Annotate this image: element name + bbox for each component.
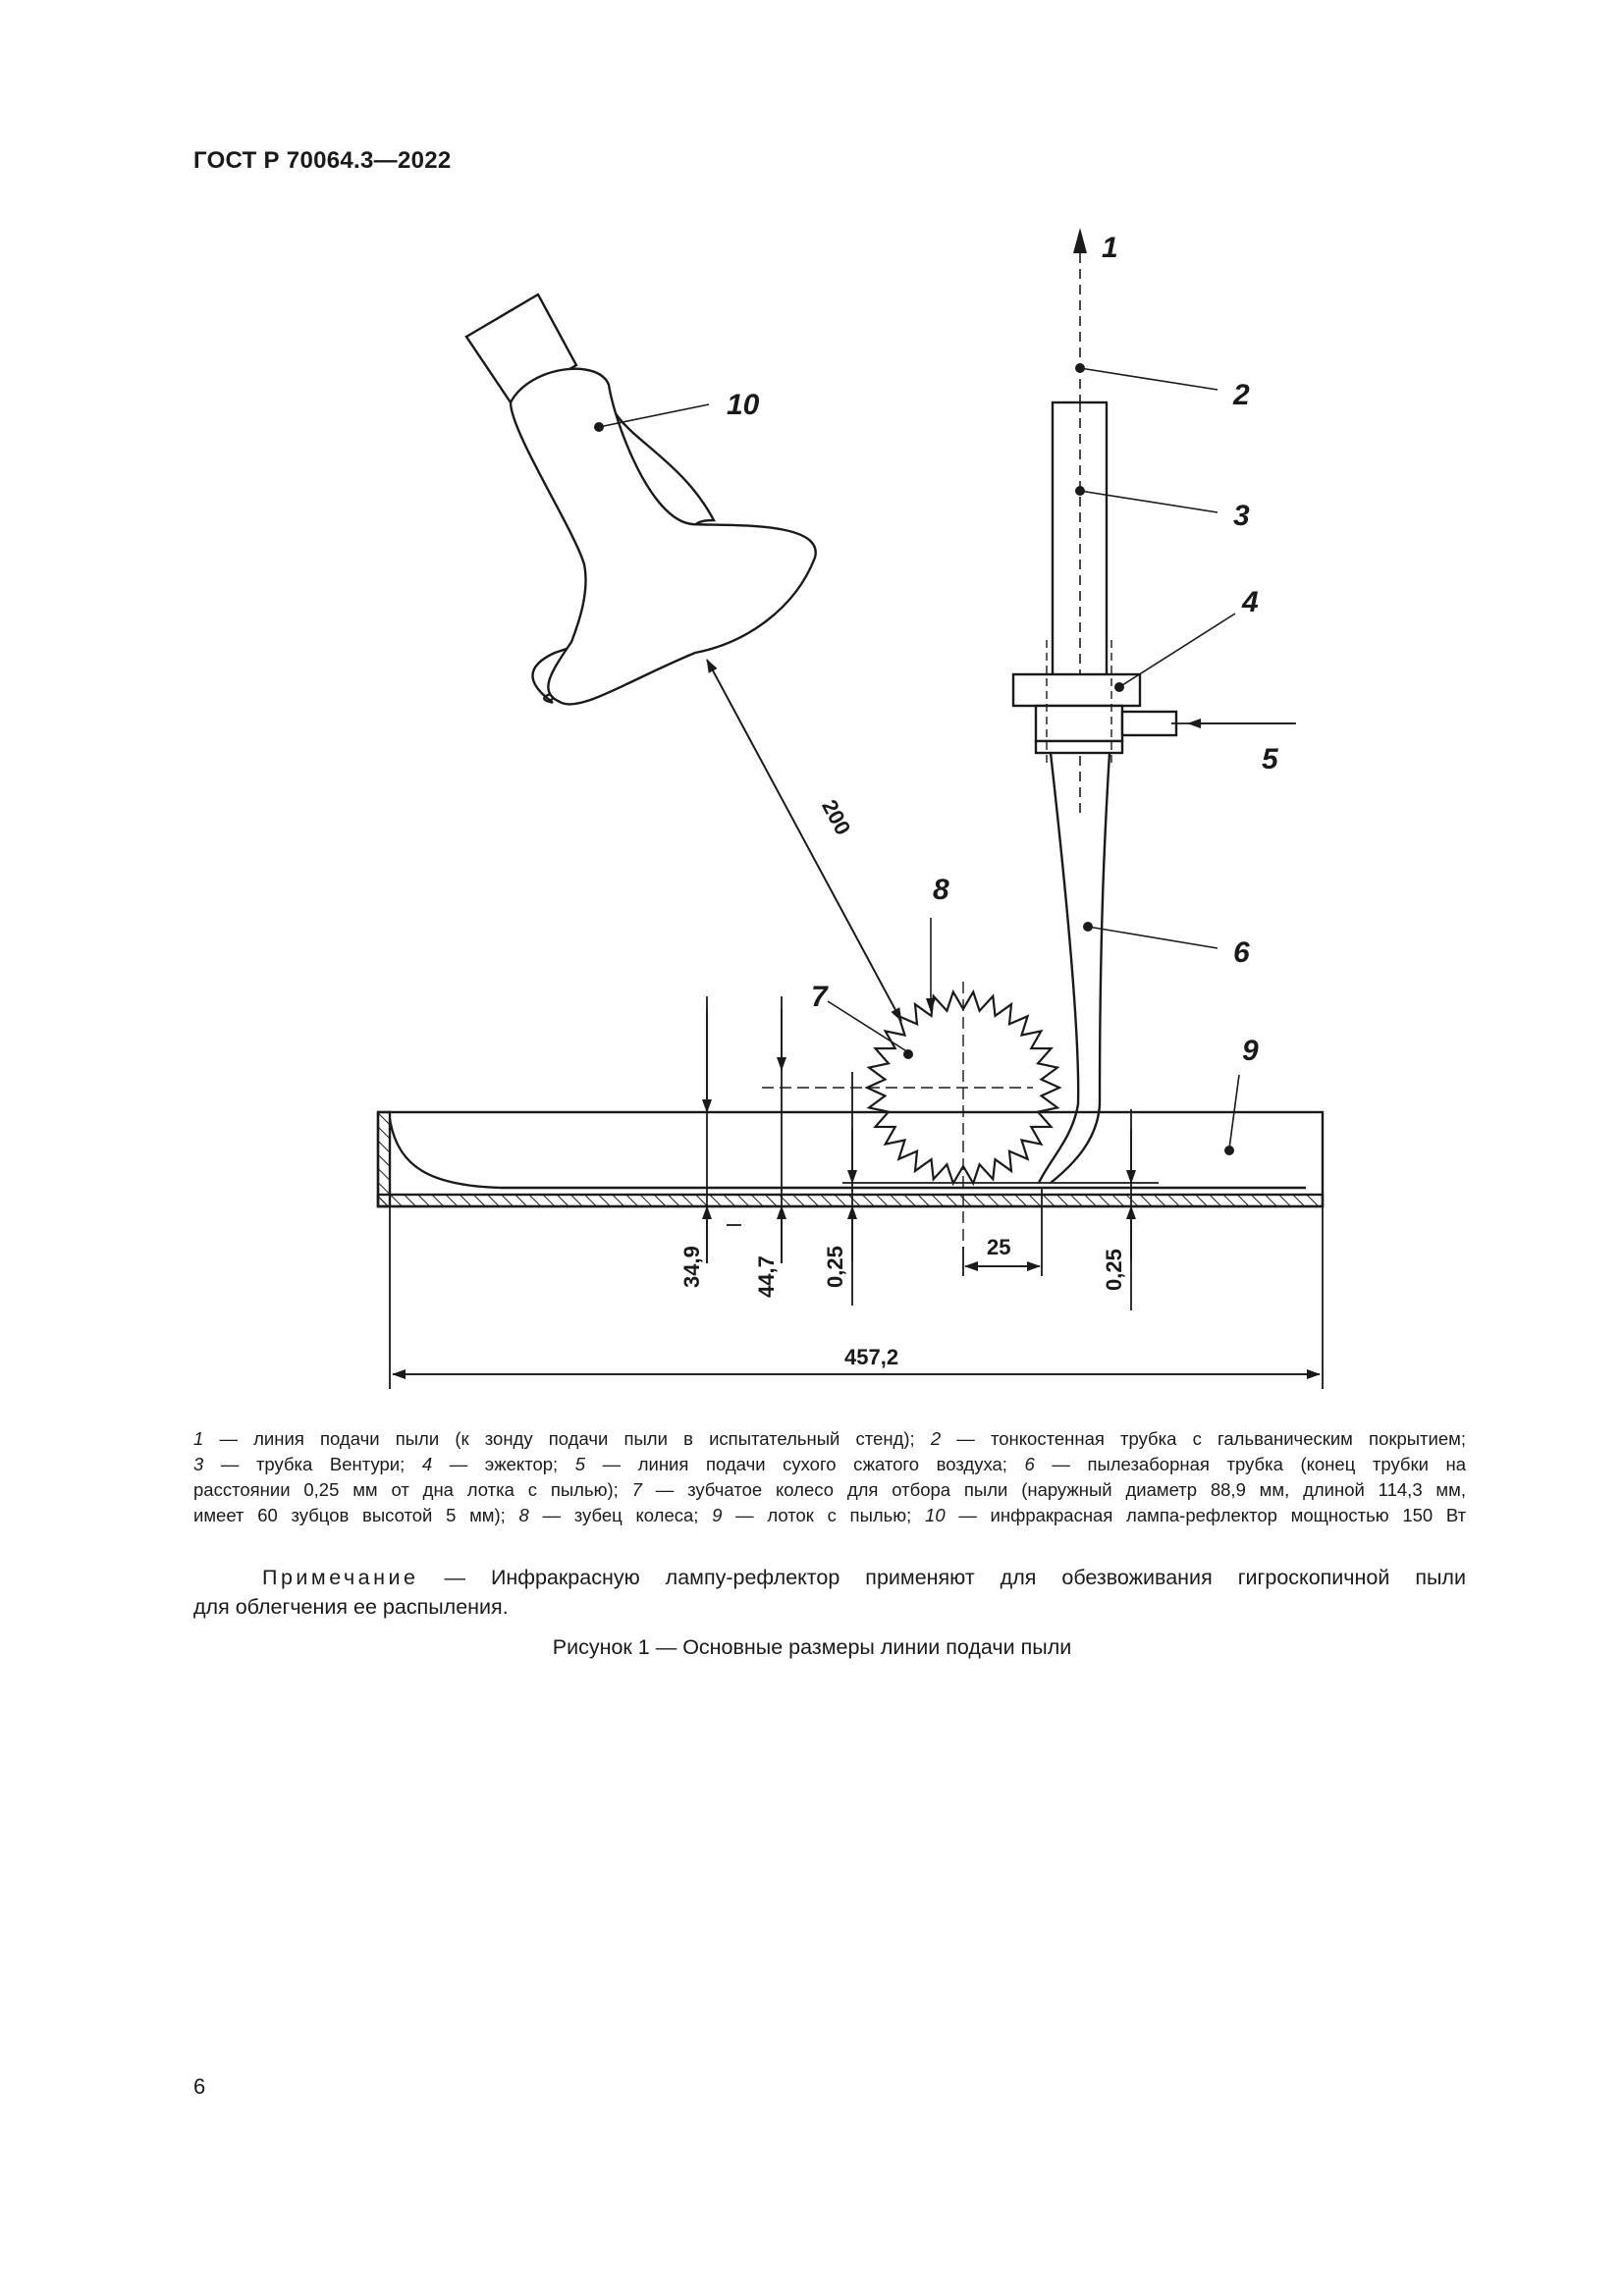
dim-44-7: 44,7 (754, 1255, 779, 1298)
dim-200: 200 (817, 795, 856, 839)
ejector-base (1036, 741, 1122, 753)
note-text: — Инфракрасную лампу-рефлектор применяют для обезвоживания гигроскопичной пыли (444, 1566, 1466, 1589)
air-inlet-pipe (1122, 712, 1176, 735)
dim-457-2: 457,2 (844, 1345, 899, 1369)
dim-0-25-right: 0,25 (1102, 1249, 1126, 1291)
figure-note (193, 1563, 1466, 1622)
dimension-lines (390, 660, 1323, 1389)
callout-5: 5 (1262, 743, 1278, 775)
callout-3: 3 (1233, 500, 1250, 532)
venturi-tube (1053, 402, 1107, 679)
callout-6: 6 (1233, 936, 1250, 969)
legend-line-4: имеет 60 зубцов высотой 5 мм); 8 — зубец колеса; 9 — лоток с пылью; 10 — инфракрасная лампа-рефлектор мощностью 150 Вт (193, 1505, 1467, 1525)
dim-25: 25 (987, 1235, 1011, 1259)
legend-line-1: 1 — линия подачи пыли (к зонду подачи пыли в испытательный стенд); 2 — тонкостенная трубка с гальваническим покрытием; (193, 1428, 1466, 1449)
page-number: 6 (193, 2074, 206, 2099)
dust-tray (378, 1112, 1323, 1206)
legend-line-2: 3 — трубка Вентури; 4 — эжектор; 5 — линия подачи сухого сжатого воздуха; 6 — пылезаборная трубка (конец трубки на (193, 1454, 1467, 1474)
figure-caption: Рисунок 1 — Основные размеры линии подачи пыли (552, 1635, 1072, 1659)
document-header: ГОСТ Р 70064.3—2022 (193, 147, 452, 174)
callout-1: 1 (1102, 232, 1118, 264)
callout-numbers (727, 232, 1279, 1067)
pickup-tube (1039, 753, 1110, 1183)
axis-arrowhead (1073, 228, 1087, 253)
ejector-body (1036, 706, 1122, 741)
tray-bottom-hatch (378, 1195, 1323, 1206)
infrared-lamp-body (511, 369, 816, 705)
callout-9: 9 (1242, 1035, 1259, 1067)
callout-4: 4 (1242, 586, 1259, 618)
callout-7: 7 (811, 981, 828, 1013)
note-label: Примечание (262, 1566, 419, 1589)
callout-10: 10 (727, 389, 760, 421)
tray-wall-hatch (378, 1112, 390, 1206)
dust-pile (390, 1119, 1306, 1188)
legend-line-3: расстоянии 0,25 мм от дна лотка с пылью); 7 — зубчатое колесо для отбора пыли (наружный диаметр 88,9 мм, длиной 114,3 мм, (193, 1479, 1467, 1500)
dim-0-25-left: 0,25 (823, 1246, 847, 1288)
figure-legend (193, 1426, 1466, 1528)
callout-2: 2 (1233, 379, 1250, 411)
dim-34-9: 34,9 (679, 1246, 704, 1288)
callout-8: 8 (933, 874, 949, 906)
note-continuation: для облегчения ее распыления. (193, 1595, 509, 1619)
